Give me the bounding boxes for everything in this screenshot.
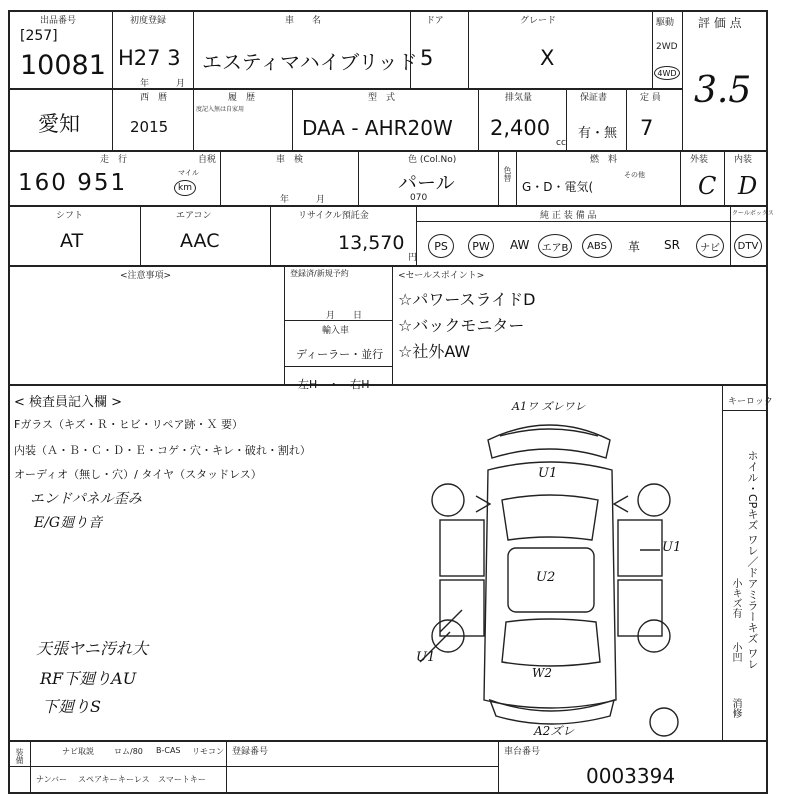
drive-4wd [654, 66, 680, 80]
mark-a2: A2ズレ [534, 724, 575, 738]
chassis-value: 0003394 [586, 764, 676, 788]
notice-label: <注意事項> [120, 271, 172, 281]
recycle-value: 13,570 [338, 232, 405, 254]
glass-line: Fガラス（キズ・Ｒ・ヒビ・リペア跡・Ｘ 要） [14, 418, 244, 431]
type-label: 型 式 [368, 93, 396, 103]
hw-note-2: E/G廻り音 [34, 515, 103, 531]
equip-ps-text: PS [434, 239, 448, 253]
capacity-value: 7 [640, 116, 654, 140]
mark-u1-right: U1 [662, 540, 682, 555]
tax-label: 自税 [198, 155, 217, 165]
color-change-label: 色替 [503, 166, 512, 182]
footer-item-smart: スマートキー [158, 775, 206, 784]
lot-number: 10081 [20, 50, 106, 81]
ac-value: AAC [180, 230, 220, 252]
hw-note-3: 天張ヤニ汚れ大 [36, 639, 149, 658]
cc-unit: cc [556, 138, 566, 148]
chassis-label: 車台番号 [504, 747, 541, 757]
reg-month-label: 年 月 [140, 79, 186, 89]
footer-item-keyless: キーレス [118, 775, 150, 784]
color-label: 色 (Col.No) [408, 155, 457, 165]
shaken-label: 車 検 [276, 155, 304, 165]
equip-aw: AW [510, 238, 530, 252]
equip-navi [696, 234, 724, 258]
year-label: 西 暦 [140, 93, 168, 103]
equip-leather: 革 [628, 240, 641, 254]
drive-4wd-text: 4WD [657, 68, 677, 78]
sales-label: <セールスポイント> [398, 271, 485, 281]
color-value: パール [398, 172, 455, 194]
footer-item-navi: ナビ取説 [62, 747, 94, 756]
footer-item-rom: ロム/80 [114, 747, 143, 756]
exterior-value: C [698, 172, 717, 200]
footer-item-bcas: B-CAS [156, 746, 181, 755]
car-diagram [410, 400, 710, 740]
history-label: 履 歴 [228, 93, 256, 103]
import-label: 輸入車 [322, 326, 350, 336]
km-unit-text: km [178, 183, 192, 193]
equip-abs-text: ABS [587, 240, 607, 252]
interior-line: 内装（Ａ・Ｂ・Ｃ・Ｄ・Ｅ・コゲ・穴・キレ・破れ・割れ） [14, 444, 311, 457]
inspection-title: < 検査員記入欄 > [14, 395, 123, 410]
interior-label: 内装 [734, 155, 753, 165]
key-label: キーロック [728, 397, 773, 407]
mileage-value: 160 951 [18, 170, 128, 196]
grade-label: グレード [520, 16, 557, 26]
shift-value: AT [60, 230, 84, 252]
equip-label: 純 正 装 備 品 [540, 211, 597, 221]
reg-year: H27 3 [118, 46, 181, 70]
side-small-1: 小キズ有 [730, 578, 741, 618]
equip-airbag-text: エアB [541, 242, 569, 254]
mileage-label: 走 行 [100, 155, 128, 165]
color-code: 070 [410, 193, 428, 203]
equip-ps [428, 234, 454, 258]
cc-value: 2,400 [490, 116, 551, 140]
audio-tire-line: オーディオ（無し・穴）/ タイヤ（スタッドレス） [14, 468, 262, 481]
equip-airbag [538, 234, 572, 258]
mark-u1-top: U1 [538, 466, 558, 481]
equip-navi-text: ナビ [700, 242, 720, 254]
lot-label: 出品番号 [40, 16, 77, 26]
interior-value: D [738, 172, 758, 200]
fuel-label: 燃 料 [590, 155, 618, 165]
equip-dtv-text: DTV [737, 240, 759, 252]
score-label: 評 価 点 [698, 16, 742, 30]
footer-item-remote: リモコン [192, 747, 224, 756]
equip-abs [582, 234, 612, 258]
drive-label: 駆動 [656, 18, 675, 28]
grade-value: X [540, 46, 555, 70]
recycle-label: リサイクル預託金 [298, 211, 369, 221]
mark-u2: U2 [536, 570, 556, 585]
warranty-label: 保証書 [580, 93, 608, 103]
hw-note-5: 下廻りS [42, 697, 101, 716]
footer-item-number: ナンバー [36, 775, 68, 784]
equip-pw-text: PW [472, 239, 490, 253]
sales-point-2: ☆バックモニター [398, 316, 525, 335]
region: 愛知 [38, 112, 80, 136]
score-value: 3.5 [694, 70, 752, 111]
doors-value: 5 [420, 46, 434, 70]
model-label: 車 名 [285, 16, 322, 26]
reg-label: 初度登録 [130, 16, 167, 26]
dealer-value: ディーラー・並行 [296, 348, 384, 361]
mile-unit: マイル [178, 169, 199, 177]
cc-label: 排気量 [505, 93, 533, 103]
hw-note-4: RF下廻りAU [40, 669, 137, 688]
shift-label: シフト [56, 211, 84, 221]
year-value: 2015 [130, 118, 169, 136]
side-small-3: 消修 [730, 698, 741, 718]
recall-date: 月 日 [326, 311, 363, 321]
history-note: 度記入無は自家用 [196, 106, 245, 113]
mark-u1-left: U1 [416, 650, 436, 665]
reg-number-label: 登録番号 [232, 747, 269, 757]
type-value: DAA - AHR20W [302, 116, 453, 140]
steering-value: 左H ・ 右H [298, 378, 370, 391]
doors-label: ドア [426, 16, 444, 26]
drive-2wd: 2WD [656, 42, 678, 52]
side-note: ホイル・CPキズ ワレ／ドアミラーキズ ワレ [746, 450, 759, 670]
km-unit [174, 180, 196, 196]
capacity-label: 定 員 [640, 93, 661, 103]
side-small-2: 小凹 [730, 642, 741, 662]
fuel-other: その他 [624, 171, 645, 179]
recall-label: 登録済/新規予約 [290, 269, 349, 278]
equip-pw [468, 234, 494, 258]
recycle-unit: 円 [408, 253, 418, 263]
footer-item-spare: スペアキー [78, 775, 118, 784]
mark-w2: W2 [532, 666, 552, 680]
cooler-label: クールボックス [732, 210, 774, 217]
sales-point-3: ☆社外AW [398, 342, 471, 361]
equip-sr: SR [664, 238, 680, 252]
hw-note-1: エンドパネル歪み [30, 491, 142, 507]
exterior-label: 外装 [690, 155, 709, 165]
ac-label: エアコン [176, 211, 212, 221]
equip-dtv [734, 234, 762, 258]
lot-bracket: [257] [20, 28, 58, 44]
shaken-ym: 年 月 [280, 195, 326, 205]
mark-a1: A1ワ ズレワレ [512, 400, 586, 413]
fuel-value: G・D・電気( [522, 180, 594, 194]
footer-equip-label: 装備 [15, 748, 24, 764]
warranty-value: 有・無 [578, 126, 618, 141]
model-name: エスティマハイブリッド [202, 50, 418, 74]
sales-point-1: ☆パワースライドD [398, 290, 536, 309]
